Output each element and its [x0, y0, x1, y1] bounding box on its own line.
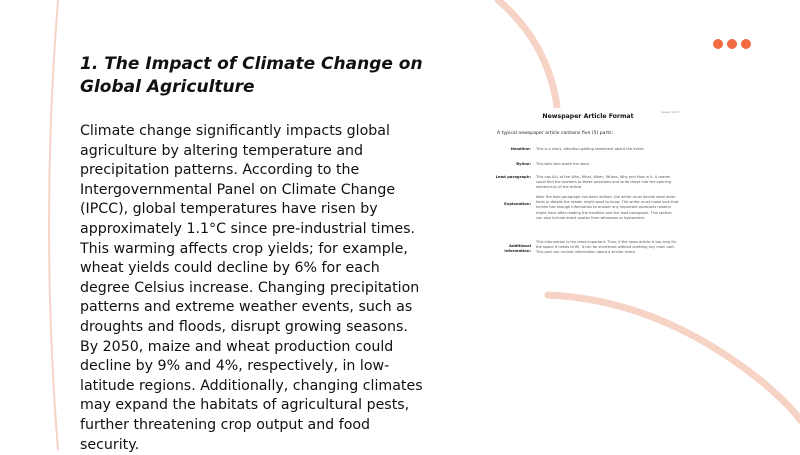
row-text: This tells who wrote the story. [536, 162, 590, 166]
row-label: Explanation: [504, 201, 531, 206]
article-format-image [493, 108, 683, 273]
article-date: Lesson 4.2.0 [661, 110, 679, 114]
row-label: Additional Information: [504, 243, 531, 253]
row-text: This is a short, attention-getting statement about the event. [536, 147, 645, 151]
row-label: Byline: [516, 161, 531, 166]
decorative-arc-bottom [548, 295, 800, 420]
decorative-arc-left [49, 0, 58, 450]
dot-3 [741, 39, 751, 49]
slide-body: Climate change significantly impacts global agriculture by altering temperature and precipitation patterns. According to the Intergovernmental Panel on Climate Change (IPCC), global temperatures have risen by approximately 1.1°C since pre-industrial times. This warming affects crop yields; for example, wheat yields could decline by 6% for each degree Celsius increase. Changing precipitation patterns and extreme weather events, such as droughts and floods, disrupt growing seasons. By 2050, maize and wheat production could decline by 9% and 4%, respectively, in low-latitude regions. Additionally, changing climates may expand the habitats of agricultural pests, further threatening crop output and food security. [80, 123, 423, 453]
slide-dots [713, 39, 751, 49]
article-title: Newspaper Article Format [542, 113, 634, 120]
dot-1 [713, 39, 723, 49]
row-text: After the lead paragraph has been written, the writer must decide what other facts or details the reader might want to know. The writer must make sure that he/she has enough information to answer any important questions readers might have after reading the headline and the lead paragraph. This section can also include direct quotes from witnesses or bystanders. [536, 195, 679, 220]
slide-title: 1. The Impact of Climate Change on Global Agriculture [80, 54, 423, 97]
row-label: Lead paragraph: [495, 174, 531, 179]
dot-2 [727, 39, 737, 49]
row-text: This has ALL of the Who, What, When, Where, Why and How in it. A reader could find the answers to these questions and write those into the opening sentence(s) of the article. [536, 175, 672, 190]
row-label: Headline: [510, 146, 531, 151]
row-text: This information is the least important. Thus, if the news article is too long for the space it needs to fill, it can be shortened without omitting any main part. This part can include information about a similar event. [536, 240, 677, 255]
article-intro: A typical newspaper article contains five (5) parts: [497, 131, 614, 136]
